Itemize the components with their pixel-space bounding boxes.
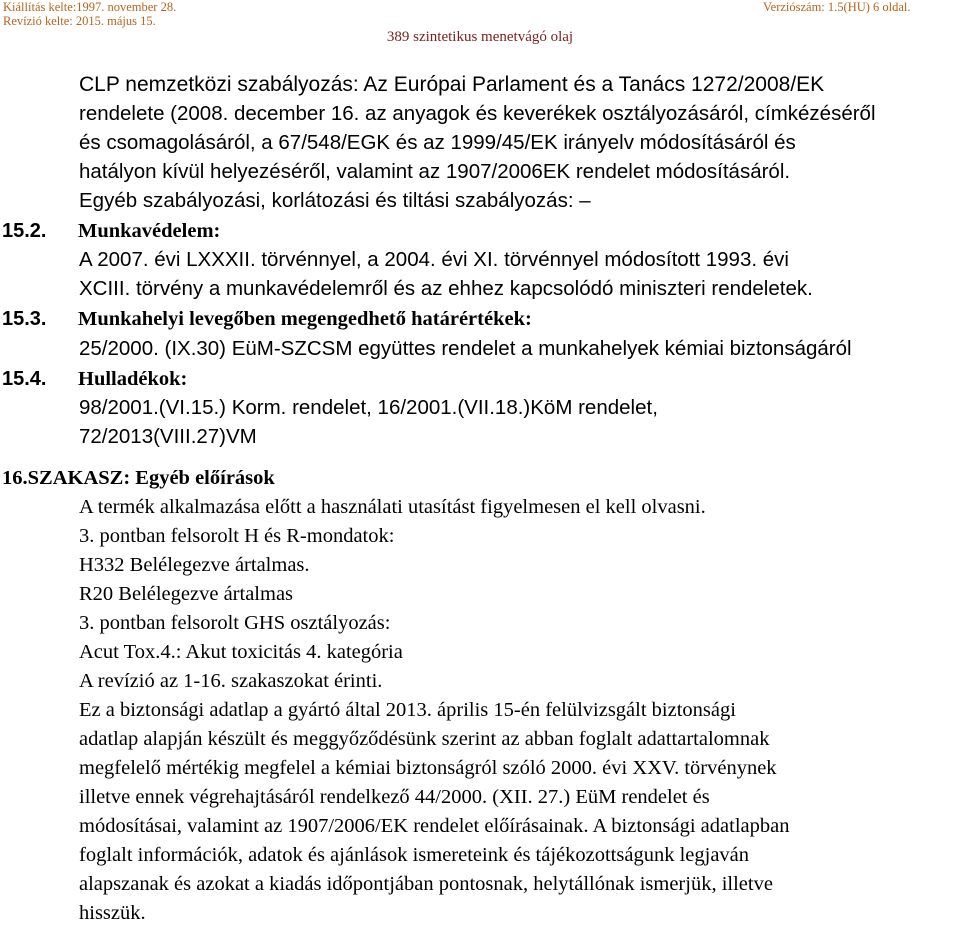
- section-title-15-4: Hulladékok:: [78, 368, 188, 390]
- clp-line-3: és csomagolásáról, a 67/548/EGK és az 1999/45/EK irányelv módosításáról és: [79, 131, 796, 154]
- s152-line-2: XCIII. törvény a munkavédelemről és az ehhez kapcsolódó miniszteri rendeletek.: [79, 277, 813, 300]
- s154-line-2: 72/2013(VIII.27)VM: [79, 425, 257, 448]
- s16-line-7: A revízió az 1-16. szakaszokat érinti.: [79, 670, 383, 692]
- clp-other-regulation: Egyéb szabályozási, korlátozási és tiltási szabályozás: –: [79, 189, 591, 212]
- section-number-15-2: 15.2.: [2, 220, 47, 242]
- issue-date: Kiállítás kelte:1997. november 28.: [3, 0, 177, 14]
- s16-paragraph-line-3: megfelelő mértékig megfelel a kémiai biztonságról szóló 2000. évi XXV. törvénynek: [79, 757, 777, 779]
- version-page: Verziószám: 1.5(HU) 6 oldal.: [763, 0, 911, 14]
- document-title: 389 szintetikus menetvágó olaj: [386, 29, 574, 45]
- s16-paragraph-line-5: módosításai, valamint az 1907/2006/EK rendelet előírásainak. A biztonsági adatlapban: [79, 815, 790, 837]
- s16-line-2: 3. pontban felsorolt H és R-mondatok:: [79, 525, 395, 547]
- section-16-title: 16.SZAKASZ: Egyéb előírások: [2, 467, 275, 489]
- s16-line-6: Acut Tox.4.: Akut toxicitás 4. kategória: [79, 641, 403, 663]
- section-title-15-3: Munkahelyi levegőben megengedhető határértékek:: [78, 308, 532, 330]
- s16-line-4: R20 Belélegezve ártalmas: [79, 583, 294, 605]
- s16-paragraph-line-2: adatlap alapján készült és meggyőződésünk szerint az abban foglalt adattartalomnak: [79, 728, 770, 750]
- clp-line-4: hatályon kívül helyezéséről, valamint az 1907/2006EK rendelet módosításáról.: [79, 160, 791, 183]
- s16-paragraph-line-4: illetve ennek végrehajtásáról rendelkező 44/2000. (XII. 27.) EüM rendelet és: [79, 786, 710, 808]
- clp-line-1: CLP nemzetközi szabályozás: Az Európai Parlament és a Tanács 1272/2008/EK: [79, 73, 825, 96]
- section-title-15-2: Munkavédelem:: [78, 220, 221, 242]
- s16-line-3: H332 Belélegezve ártalmas.: [79, 554, 310, 576]
- s16-paragraph-line-7: alapszanak és azokat a kiadás időpontjában pontosnak, helytállónak ismerjük, illetve: [79, 873, 773, 895]
- s153-line-1: 25/2000. (IX.30) EüM-SZCSM együttes rendelet a munkahelyek kémiai biztonságáról: [79, 337, 852, 360]
- s16-line-1: A termék alkalmazása előtt a használati utasítást figyelmesen el kell olvasni.: [79, 496, 706, 518]
- clp-line-2: rendelete (2008. december 16. az anyagok és keverékek osztályozásáról, címkézéséről: [79, 102, 876, 125]
- section-number-15-3: 15.3.: [2, 308, 47, 330]
- s16-line-5: 3. pontban felsorolt GHS osztályozás:: [79, 612, 391, 634]
- s16-paragraph-line-8: hisszük.: [79, 902, 146, 924]
- s152-line-1: A 2007. évi LXXXII. törvénnyel, a 2004. évi XI. törvénnyel módosított 1993. évi: [79, 248, 789, 271]
- revision-date: Revízió kelte: 2015. május 15.: [3, 14, 156, 28]
- s16-paragraph-line-6: foglalt információk, adatok és ajánlások ismereteink és tájékozottságunk legjaván: [79, 844, 750, 866]
- s16-paragraph-line-1: Ez a biztonsági adatlap a gyártó által 2013. április 15-én felülvizsgált biztonsági: [79, 699, 736, 721]
- s154-line-1: 98/2001.(VI.15.) Korm. rendelet, 16/2001.(VII.18.)KöM rendelet,: [79, 396, 658, 419]
- section-number-15-4: 15.4.: [2, 368, 47, 390]
